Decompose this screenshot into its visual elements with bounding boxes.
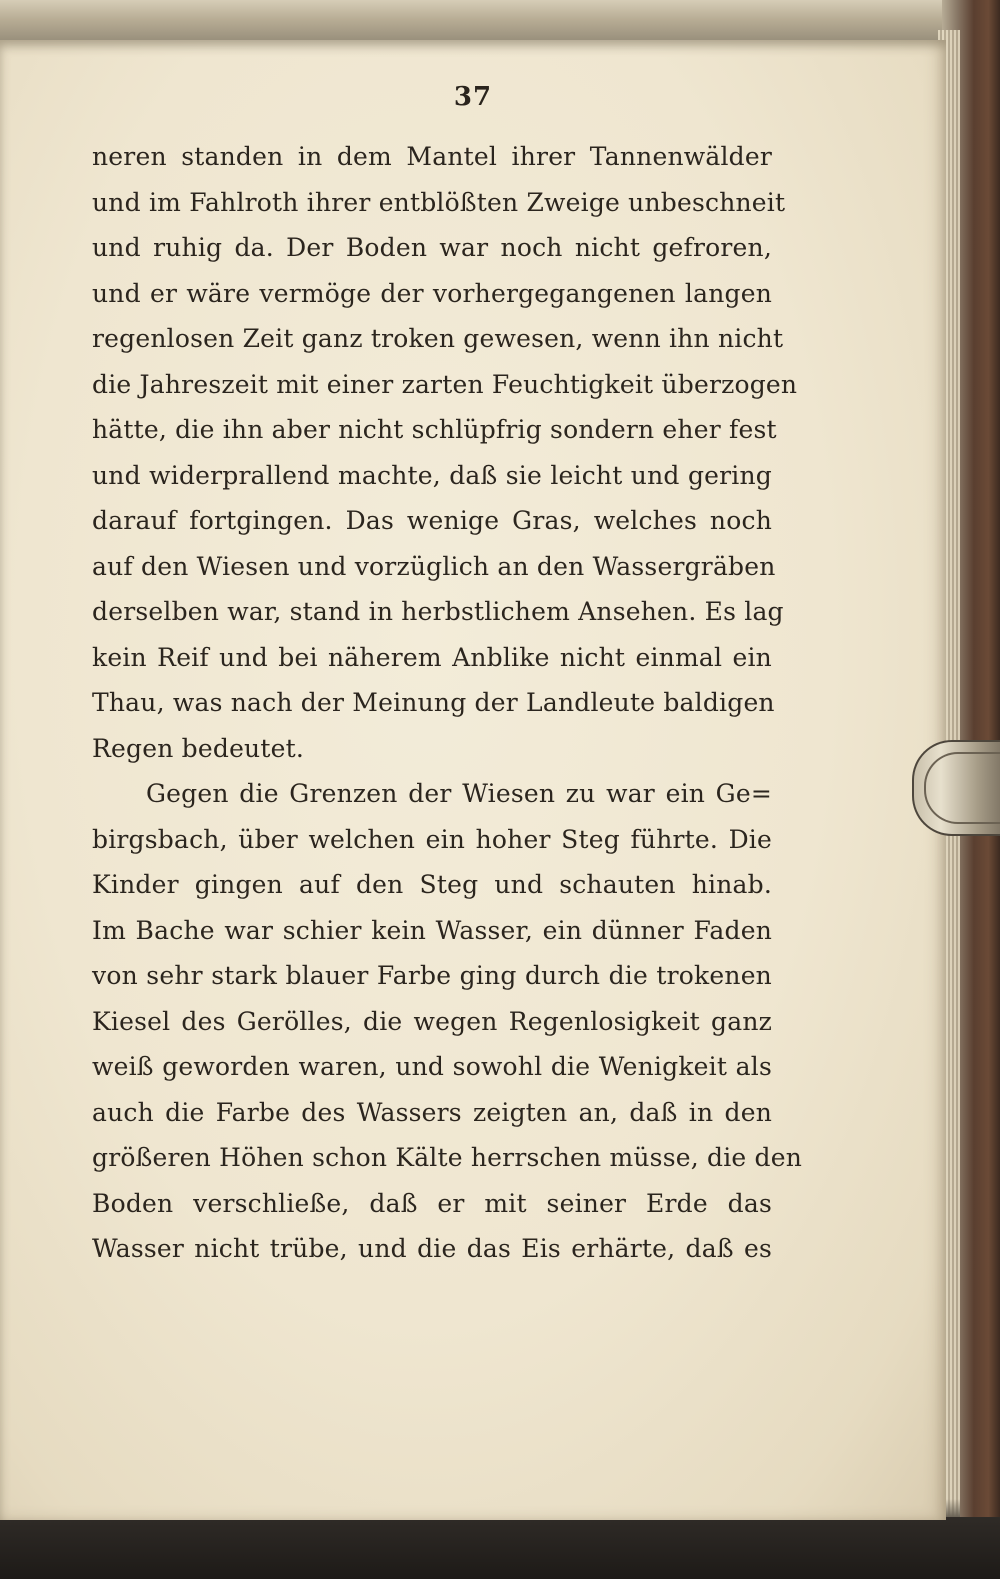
text-line: Kinder gingen auf den Steg und schauten hinab. [92,870,772,899]
text-line: neren standen in dem Mantel ihrer Tannenwälder [92,142,772,171]
text-line: und widerprallend machte, daß sie leicht und gering [92,460,772,490]
text-line: birgsbach, über welchen ein hoher Steg führte. Die [92,824,772,854]
text-line: Boden verschließe, daß er mit seiner Erde das [92,1188,772,1218]
page-clip-inner [924,752,1000,824]
text-line: derselben war, stand in herbstlichem Ansehen. Es lag [92,597,784,626]
text-line: Thau, was nach der Meinung der Landleute baldigen [92,688,775,717]
text-line: hätte, die ihn aber nicht schlüpfrig sondern eher fest [92,415,777,444]
text-line: und er wäre vermöge der vorhergegangenen langen [92,278,772,308]
text-line: Wasser nicht trübe, und die das Eis erhärte, daß es [92,1234,772,1263]
text-line: Im Bache war schier kein Wasser, ein dünner Faden [92,915,772,945]
text-line: die Jahreszeit mit einer zarten Feuchtigkeit überzogen [92,369,798,399]
text-line: darauf fortgingen. Das wenige Gras, welches noch [92,506,772,535]
text-line: auch die Farbe des Wassers zeigten an, daß in den [92,1097,772,1127]
book-page [0,40,946,1520]
page-text [92,134,803,1272]
page-clip [912,740,1000,836]
text-line: weiß geworden waren, und sowohl die Wenigkeit als [92,1052,772,1081]
text-line: kein Reif und bei näherem Anblike nicht einmal ein [92,642,772,672]
text-line: Regen bedeutet. [92,733,304,763]
text-line: und im Fahlroth ihrer entblößten Zweige unbeschneit [92,187,786,217]
book-bottom-edge [0,1517,1000,1579]
text-line: größeren Höhen schon Kälte herrschen müsse, die den [92,1143,803,1172]
page-number: 37 [453,82,493,112]
text-line: Gegen die Grenzen der Wiesen zu war ein Ge= [146,779,772,808]
text-line: und ruhig da. Der Boden war noch nicht gefroren, [92,233,772,262]
text-line: Kiesel des Gerölles, die wegen Regenlosigkeit ganz [92,1006,772,1036]
text-line: regenlosen Zeit ganz troken gewesen, wenn ihn nicht [92,324,784,353]
text-line: von sehr stark blauer Farbe ging durch die trokenen [92,961,772,990]
text-line: auf den Wiesen und vorzüglich an den Wassergräben [92,551,776,581]
